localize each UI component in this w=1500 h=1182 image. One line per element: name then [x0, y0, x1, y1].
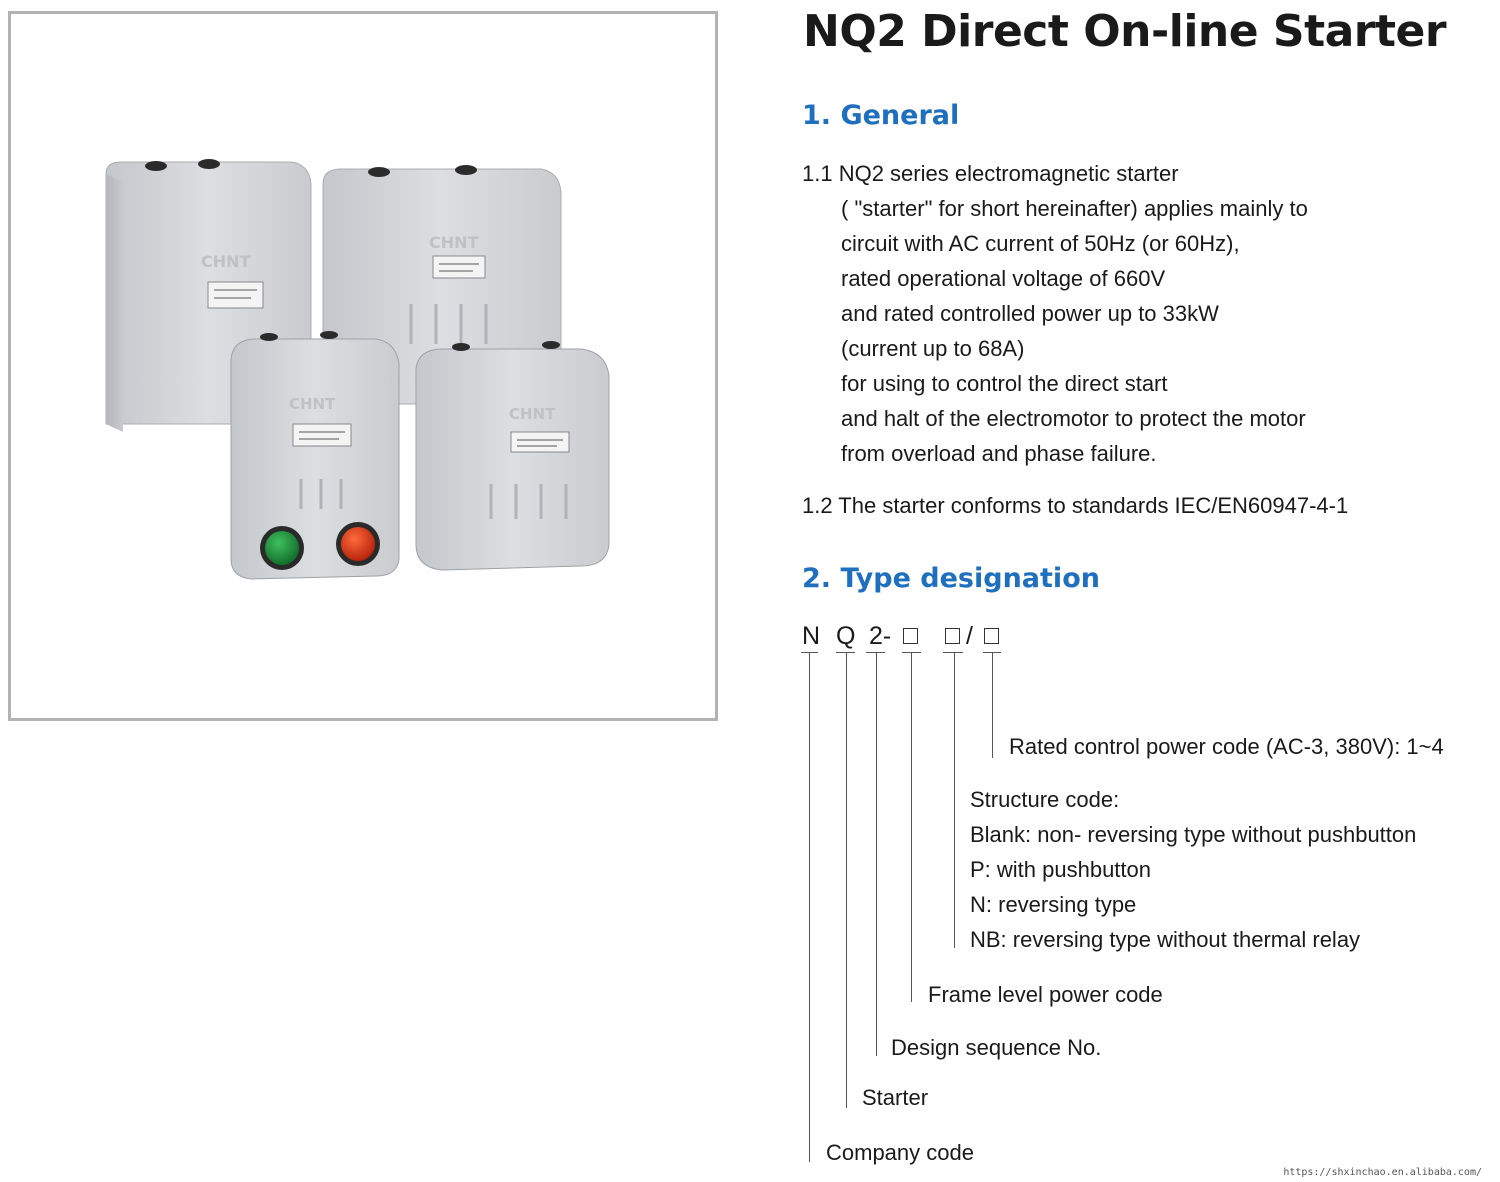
- leader-company: [809, 652, 810, 1162]
- product-photo: [8, 11, 718, 721]
- code-char-q: Q: [836, 622, 856, 650]
- code-box-power: [984, 628, 999, 644]
- enclosure-front-right: [416, 341, 609, 570]
- general-item-1-line-1: 1.1 NQ2 series electromagnetic starter: [802, 161, 1179, 186]
- start-button: [265, 531, 299, 565]
- type-designation-heading: 2. Type designation: [802, 563, 1100, 594]
- label-starter: Starter: [862, 1085, 929, 1110]
- svg-text:CHNT: CHNT: [509, 405, 556, 423]
- general-item-1-line-2: ( "starter" for short hereinafter) applies mainly to: [841, 196, 1308, 221]
- general-item-1-line-8: and halt of the electromotor to protect the motor: [841, 406, 1306, 431]
- label-frame: Frame level power code: [928, 982, 1163, 1007]
- page-title: NQ2 Direct On-line Starter: [803, 6, 1447, 57]
- label-structure-line-2: Blank: non- reversing type without pushbutton: [970, 822, 1417, 847]
- starter-enclosures-illustration: [11, 14, 715, 718]
- label-structure-line-5: NB: reversing type without thermal relay: [970, 927, 1361, 952]
- general-item-1-line-9: from overload and phase failure.: [841, 441, 1157, 466]
- general-item-1-line-3: circuit with AC current of 50Hz (or 60Hz),: [841, 231, 1240, 256]
- general-item-1-line-5: and rated controlled power up to 33kW: [841, 301, 1219, 326]
- enclosure-front-left: [231, 331, 399, 579]
- code-char-2: 2-: [869, 622, 892, 650]
- footer-url: https://shxinchao.en.alibaba.com/: [1283, 1167, 1482, 1178]
- leader-starter: [846, 652, 847, 1108]
- label-design: Design sequence No.: [891, 1035, 1102, 1060]
- code-box-structure: [945, 628, 960, 644]
- svg-text:CHNT: CHNT: [289, 395, 336, 413]
- underline-structure: [943, 652, 963, 653]
- general-item-2: 1.2 The starter conforms to standards IEC/EN60947-4-1: [802, 493, 1349, 518]
- label-company: Company code: [826, 1140, 974, 1165]
- stop-button: [341, 527, 375, 561]
- code-box-frame: [903, 628, 918, 644]
- code-char-slash: /: [966, 622, 973, 650]
- svg-text:CHNT: CHNT: [429, 233, 479, 252]
- svg-text:CHNT: CHNT: [201, 252, 251, 271]
- general-item-1-line-4: rated operational voltage of 660V: [841, 266, 1166, 291]
- label-structure-line-1: Structure code:: [970, 787, 1120, 812]
- general-heading: 1. General: [802, 100, 960, 131]
- general-item-1-line-7: for using to control the direct start: [841, 371, 1168, 396]
- general-item-1-line-6: (current up to 68A): [841, 336, 1025, 361]
- label-rated-power: Rated control power code (AC-3, 380V): 1~4: [1009, 734, 1444, 759]
- label-structure-line-4: N: reversing type: [970, 892, 1137, 917]
- leader-design: [876, 652, 877, 1056]
- label-structure-line-3: P: with pushbutton: [970, 857, 1152, 882]
- code-char-n: N: [802, 622, 821, 650]
- leader-power: [992, 652, 993, 758]
- leader-structure: [954, 652, 955, 948]
- leader-frame: [911, 652, 912, 1002]
